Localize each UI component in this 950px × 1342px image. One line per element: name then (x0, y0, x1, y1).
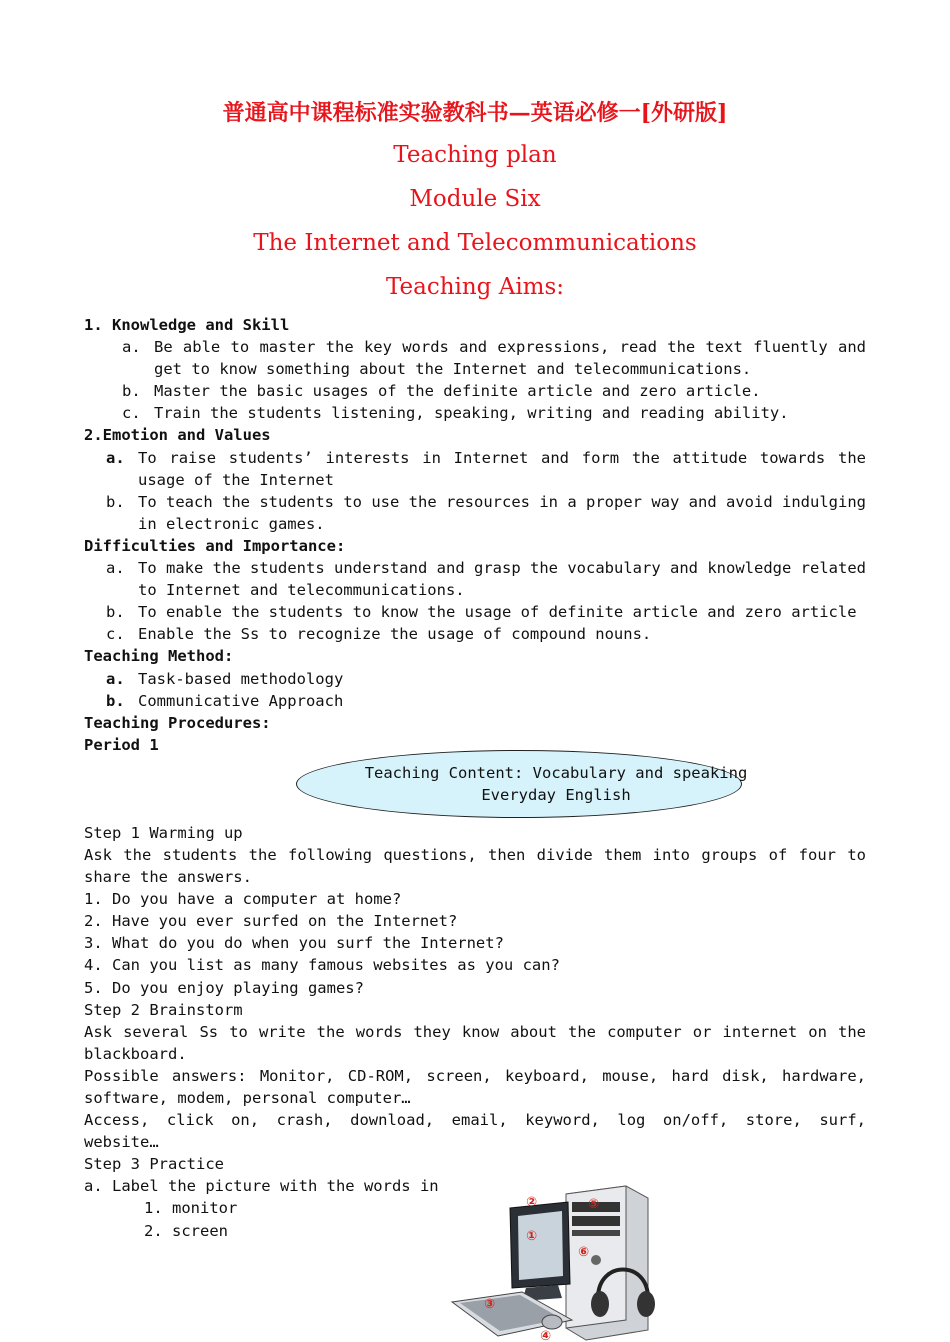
item-text: To make the students understand and grasp the vocabulary and knowledge related to Internet and telecommunications. (138, 559, 866, 600)
question-item: 4. Can you list as many famous websites as you can? (84, 956, 560, 975)
list-item (84, 336, 866, 380)
callout-line-1: Teaching Content: Vocabulary and speaking (364, 763, 748, 782)
knowledge-skill-heading: 1. Knowledge and Skill (84, 316, 290, 334)
marker-4: ④ (540, 1329, 552, 1342)
item-text: To teach the students to use the resources in a proper way and avoid indulging in electronic games. (138, 492, 866, 533)
item-text: Master the basic usages of the definite article and zero article. (154, 382, 761, 401)
callout-line-2: Everyday English (481, 785, 631, 804)
step1-heading: Step 1 Warming up (84, 823, 243, 842)
marker-6: ⑥ (578, 1245, 590, 1260)
list-item (84, 402, 866, 424)
item-label: c. (122, 404, 141, 423)
emotion-values-heading: 2.Emotion and Values (84, 426, 271, 445)
list-item (84, 601, 866, 623)
item-text: Be able to master the key words and expressions, read the text fluently and get to know something about the Internet and telecommunications. (154, 338, 866, 379)
question-item: 5. Do you enjoy playing games? (84, 978, 364, 997)
step1-intro: Ask the students the following questions, then divide them into groups of four to share the answers. (84, 845, 866, 887)
marker-5: ⑤ (588, 1197, 600, 1212)
item-label: a. (106, 669, 125, 688)
item-text: To raise students’ interests in Internet and form the attitude towards the usage of the Internet (138, 448, 866, 489)
possible-answers: Possible answers: Monitor, CD-ROM, screen, keyboard, mouse, hard disk, hardware, software, modem, personal computer… (84, 1066, 866, 1107)
computer-monitor (510, 1202, 570, 1301)
step3-heading: Step 3 Practice (84, 1155, 224, 1174)
computer-tower (566, 1186, 648, 1340)
item-text: Task-based methodology (138, 669, 344, 688)
teaching-content-callout (84, 756, 866, 822)
item-label: c. (106, 625, 125, 644)
document-body (84, 314, 866, 1242)
item-label: b. (106, 492, 125, 511)
question-item: 3. What do you do when you surf the Internet? (84, 934, 504, 953)
aims-title: Teaching Aims: (385, 274, 565, 300)
item-label: b. (122, 382, 141, 401)
question-item: 1. Do you have a computer at home? (84, 890, 402, 909)
item-label: b. (106, 691, 125, 710)
list-item (84, 623, 866, 645)
computer-mouse (542, 1315, 562, 1329)
item-label: a. (122, 338, 141, 357)
item-text: Communicative Approach (138, 691, 344, 710)
list-item (84, 380, 866, 402)
question-item: 2. Have you ever surfed on the Internet? (84, 912, 458, 931)
difficulties-heading: Difficulties and Importance: (84, 536, 346, 555)
marker-2: ② (526, 1195, 538, 1210)
list-item (84, 491, 866, 535)
marker-1: ① (526, 1229, 538, 1244)
method-heading: Teaching Method: (84, 647, 234, 666)
list-item (84, 690, 866, 712)
item-label: a. (106, 559, 125, 578)
step2-intro: Ask several Ss to write the words they know about the computer or internet on the blackboard. (84, 1022, 866, 1063)
item-label: a. (106, 448, 125, 467)
procedures-heading: Teaching Procedures: (84, 713, 271, 732)
item-label: b. (106, 603, 125, 622)
list-item (84, 557, 866, 601)
period-heading: Period 1 (84, 735, 159, 754)
possible-answers-2: Access, click on, crash, download, email, keyword, log on/off, store, surf, website… (84, 1111, 866, 1152)
computer-picture (448, 1180, 688, 1342)
step2-heading: Step 2 Brainstorm (84, 1000, 243, 1019)
series-title: 普通高中课程标准实验教科书—英语必修一[外研版] (222, 100, 728, 126)
label-item: 2. screen (144, 1221, 228, 1240)
list-item (84, 668, 866, 690)
list-item (84, 447, 866, 491)
item-text: Enable the Ss to recognize the usage of compound nouns. (138, 625, 652, 644)
marker-3: ③ (484, 1297, 496, 1312)
item-text: To enable the students to know the usage of definite article and zero article (138, 603, 857, 622)
module-title: Module Six (409, 186, 541, 212)
plan-title: Teaching plan (393, 142, 557, 168)
label-item: 1. monitor (144, 1199, 238, 1218)
step3-task: a. Label the picture with the words in (84, 1177, 439, 1196)
topic-title: The Internet and Telecommunications (253, 230, 697, 256)
item-text: Train the students listening, speaking, writing and reading ability. (154, 404, 789, 423)
